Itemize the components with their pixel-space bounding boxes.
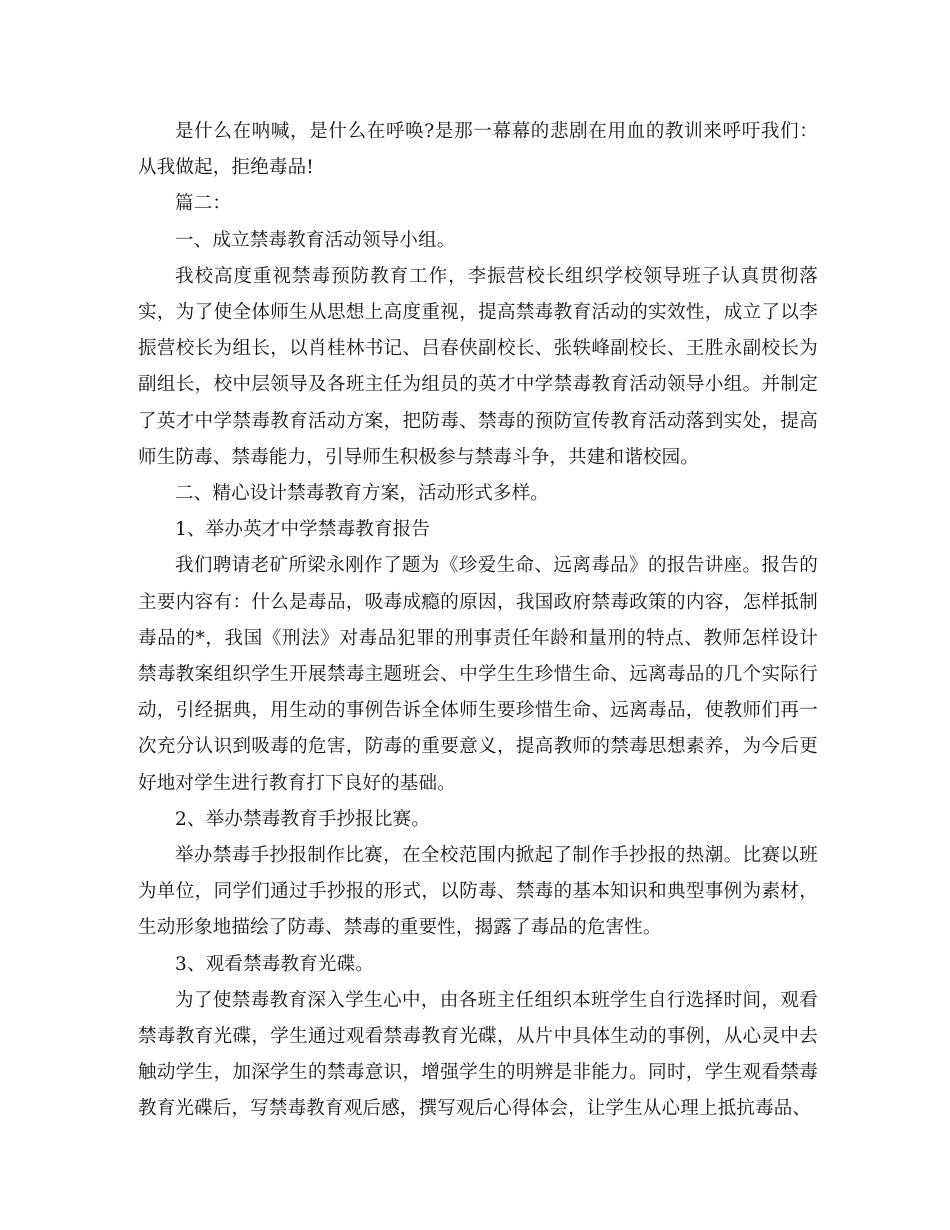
- heading-leadership-group: 一、成立禁毒教育活动领导小组。: [175, 229, 456, 251]
- subheading-lecture: 1、举办英才中学禁毒教育报告: [175, 519, 431, 541]
- paragraph-leadership-group: 我校高度重视禁毒预防教育工作，李振营校长组织学校领导班子认真贯彻落实，为了使全体师生从思想上高度重视，提高禁毒教育活动的实效性，成立了以李振营校长为组长，以肖桂林书记、吕春侠副校长、张轶峰副校长、王胜永副校长为副组长，校中层领导及各班主任为组员的英才中学禁毒教育活动领导小组。并制定了英才中学禁毒教育活动方案，把防毒、禁毒的预防宣传教育活动落到实处，提高师生防毒、禁毒能力，引导师生积极参与禁毒斗争，共建和谐校园。: [138, 265, 818, 468]
- paragraph-lecture: 我们聘请老矿所梁永刚作了题为《珍爱生命、远离毒品》的报告讲座。报告的主要内容有：什么是毒品，吸毒成瘾的原因，我国政府禁毒政策的内容，怎样抵制毒品的*，我国《刑法》对毒品犯罪的刑事责任年龄和量刑的特点、教师怎样设计禁毒教案组织学生开展禁毒主题班会、中学生生珍惜生命、远离毒品的几个实际行动，引经据典，用生动的事例告诉全体师生要珍惜生命、远离毒品，使教师们再一次充分认识到吸毒的危害，防毒的重要意义，提高教师的禁毒思想素养，为今后更好地对学生进行教育打下良好的基础。: [138, 555, 818, 794]
- paragraph-video-disc: 为了使禁毒教育深入学生心中，由各班主任组织本班学生自行选择时间，观看禁毒教育光碟，学生通过观看禁毒教育光碟，从片中具体生动的事例，从心灵中去触动学生，加深学生的禁毒意识，增强学生的明辨是非能力。同时，学生观看禁毒教育光碟后，写禁毒教育观后感，撰写观后心得体会，让学生从心理上抵抗毒品、: [138, 989, 818, 1120]
- paragraph-intro-closing: 是什么在呐喊，是什么在呼唤?是那一幕幕的悲剧在用血的教训来呼吁我们：从我做起，拒绝毒品!: [138, 121, 818, 179]
- document-body: [138, 114, 818, 1128]
- section-heading-part-two: 篇二：: [175, 193, 232, 215]
- paragraph-handwritten-newspaper: 举办禁毒手抄报制作比赛，在全校范围内掀起了制作手抄报的热潮。比赛以班为单位，同学们通过手抄报的形式，以防毒、禁毒的基本知识和典型事例为素材，生动形象地描绘了防毒、禁毒的重要性，揭露了毒品的危害性。: [138, 845, 818, 939]
- heading-education-plan: 二、精心设计禁毒教育方案，活动形式多样。: [175, 483, 550, 505]
- subheading-handwritten-newspaper: 2、举办禁毒教育手抄报比赛。: [175, 808, 431, 830]
- subheading-video-disc: 3、观看禁毒教育光碟。: [175, 953, 374, 975]
